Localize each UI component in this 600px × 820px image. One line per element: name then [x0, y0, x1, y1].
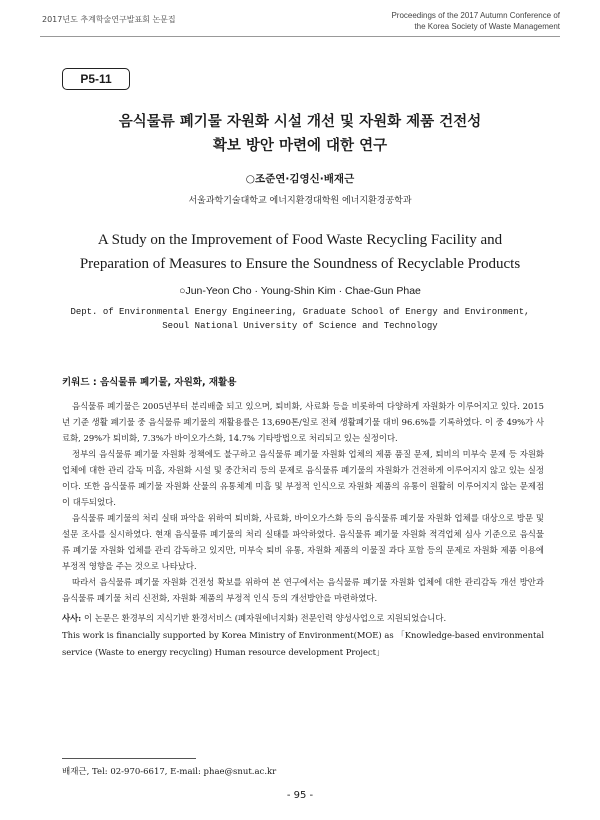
english-affiliation-line1: Dept. of Environmental Energy Engineering, Graduate School of Energy and Environment,: [70, 307, 530, 317]
english-affiliation-line2: Seoul National University of Science and Technology: [162, 321, 438, 331]
corresponding-author-footnote: 배재근, Tel: 02-970-6617, E-mail: phae@snut.ac.kr: [62, 767, 277, 777]
header-right: [391, 10, 560, 32]
page-number: - 95 -: [286, 790, 314, 801]
body-paragraph-1: 음식물류 폐기물은 2005년부터 분리배출 되고 있으며, 퇴비화, 사료화 등을 비롯하여 다양하게 자원화가 이루어지고 있다. 2015년 기준 생활 폐기물 중 음식물류 폐기물의 재활용률은 13,690톤/일로 전체 생활폐기물 대비 96.6%를 기록하였다. 이 중 49%가 사료화, 29%가 퇴비화, 7.3%가 바이오가스화, 14.7% 기타방법으로 처리되고 있는 실정이다.: [62, 401, 544, 443]
body-paragraph-2: 정부의 음식물류 폐기물 자원화 정책에도 불구하고 음식물류 폐기물 자원화 업체의 제품 품질 문제, 퇴비의 미부숙 문제 등 자원화 업체에 대한 관리 감독 미흡, 자원화 시설 및 중간처리 등의 문제로 음식물류 폐기물의 자원화가 건전하게 이루어지지 않고 있는 실정이다. 또한 음식물류 폐기물 자원화 산물의 유통체계 미흡 및 부정적 인식으로 자원화 제품의 유통이 원활히 이루어지지 않는 문제점이 대두되었다.: [62, 449, 544, 507]
header-left: 2017년도 추계학술연구발표회 논문집: [42, 15, 176, 24]
acknowledgement-korean-text: 이 논문은 환경부의 지식기반 환경서비스 (폐자원에너지화) 전문인력 양성사업으로 지원되었습니다.: [81, 613, 447, 623]
acknowledgement-korean: [62, 610, 544, 627]
abstract-body: [62, 398, 544, 606]
korean-title-line1: 음식물류 폐기물 자원화 시설 개선 및 자원화 제품 건전성: [118, 114, 482, 130]
header-right-line2: the Korea Society of Waste Management: [414, 22, 560, 31]
english-title-line2: Preparation of Measures to Ensure the Soundness of Recyclable Products: [79, 256, 521, 272]
acknowledgement: [62, 610, 544, 661]
english-title: [30, 228, 570, 276]
header-divider: [40, 36, 560, 37]
english-authors: ○Jun-Yeon Cho · Young-Shin Kim · Chae-Gun Phae: [179, 285, 421, 297]
korean-affiliation: 서울과학기술대학교 에너지환경대학원 에너지환경공학과: [188, 196, 412, 206]
body-paragraph-4: 따라서 음식물류 폐기물 자원화 건전성 확보를 위하여 본 연구에서는 음식물류 폐기물 자원화 업체에 대한 관리감독 개선 방안과 음식물류 폐기물 처리 신전화, 자원화 제품의 부정적 인식 등의 개선방안을 마련하였다.: [62, 577, 544, 603]
korean-title: [40, 110, 560, 158]
body-paragraph-3: 음식물류 폐기물의 처리 실태 파악을 위하여 퇴비화, 사료화, 바이오가스화 등의 음식물류 폐기물 자원화 업체를 대상으로 방문 및 설문 조사를 실시하였다. 현재 음식물류 폐기물의 처리 실태를 파악하였다. 음식물류 폐기물 자원화 적격업체 심사 기준으로 음식물류 폐기물 자원화 업체를 관리 감독하고 있지만, 미부숙 퇴비 유통, 자원화 제품의 이물질 과다 포함 등의 문제로 자원화 제품 이용에 부정적 영향을 주는 것으로 나타났다.: [62, 513, 544, 571]
footnote-divider: [62, 758, 196, 759]
header-right-line1: Proceedings of the 2017 Autumn Conference of: [391, 11, 560, 20]
acknowledgement-english: This work is financially supported by Korea Ministry of Environment(MOE) as 「Knowledge-based environmental service (Waste to energy recycling) Human resource development Project」: [62, 630, 544, 657]
english-title-line1: A Study on the Improvement of Food Waste Recycling Facility and: [97, 232, 503, 248]
korean-authors: ○조준연·김영신·배재근: [245, 173, 355, 185]
keywords: 키워드 : 음식물류 폐기물, 자원화, 재활용: [62, 377, 237, 388]
acknowledgement-label: 사사:: [62, 613, 82, 623]
english-affiliation: [40, 305, 560, 333]
korean-title-line2: 확보 방안 마련에 대한 연구: [212, 138, 388, 154]
paper-id-badge: P5-11: [62, 68, 130, 90]
